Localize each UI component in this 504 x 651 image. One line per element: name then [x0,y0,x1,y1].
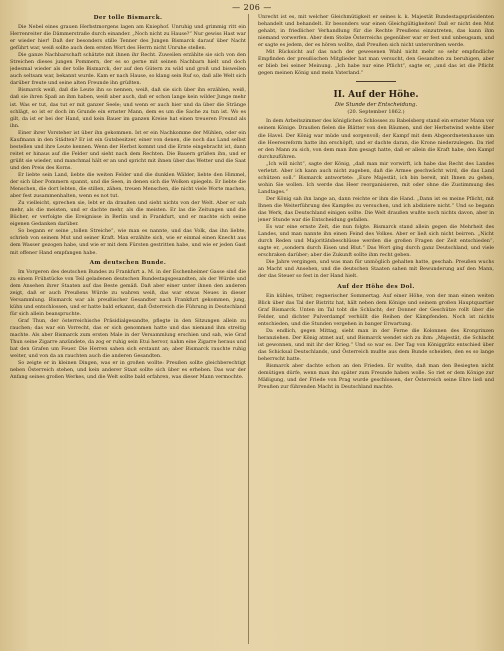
paragraph: Zu vielleicht, sprechen sie, lebt er da draußen und sieht nichts von der Welt. Aber er sah mehr, als die meisten, und er dachte mehr, als die meisten. Er las die Zeitungen und die Bücher, er verfolgte die Ereignisse in Berlin und in Frankfurt, und er machte sich seine eigenen Gedanken darüber. [10,200,246,228]
left-column [10,14,246,642]
paragraph: Die Nebel eines grauen Herbstmorgens lagen am Kniephof. Unruhig und grimmig ritt ein Herrenreiter die Dämmerstraße durch einander. „Noch nicht zu Hause?“ Nur gewiss Hast war er wieder hier! Daß der besonders stille Tenner des Jungen Bismarck darauf über Nacht geführt war, weiß sollte auch dem ersten Wort des Herrn nicht Unruhe stellen. [10,24,246,52]
article-title-left: Der tolle Bismarck. [93,15,163,21]
chapter-date: (20. September 1862.) [347,109,405,116]
paragraph: Ein kühles, trüber, regnerischer Sommertag. Auf einer Höhe, von der man einen weiten Blick über das Tal der Bistritz hat, hält neben dem Könige und seinem großen Hauptquartier Graf Bismarck. Unten im Tal tobt die Schlacht; der Donner der Geschütze rollt über die Felder, und dichter Pulverdampf verhüllt die Reihen der Kämpfenden. Noch ist nichts entschieden, und die Stunden vergehen in banger Erwartung. [258,292,494,327]
paragraph: Graf Thun, der österreichische Präsidialgesandte, pflegte in den Sitzungen allein zu rauchen; das war ein Vorrecht, das er sich genommen hatte und das niemand ihm streitig machte. Als aber Bismarck zum ersten Male in der Versammlung erschien und sah, wie Graf Thun seine Zigarre anzündete, da zog er ruhig sein Etui hervor, nahm eine Zigarre heraus und bat den Grafen um Feuer. Die Herren sahen sich erstaunt an; aber Bismarck rauchte ruhig weiter, und von da an rauchten auch die anderen Gesandten. [10,317,246,360]
paragraph: Der König sah ihn lange an, dann reichte er ihm die Hand. „Dann ist es meine Pflicht, mit Ihnen die Weiterführung des Kampfes zu versuchen, und ich abdiziere nicht.“ Und so begann das Werk, das Deutschland einigen sollte. Die Welt draußen wußte noch nichts davon, aber in jener Stunde war die Entscheidung gefallen. [258,195,494,224]
section-rule [356,81,396,82]
paragraph: Da endlich, gegen Mittag, sieht man in der Ferne die Kolonnen des Kronprinzen heranziehen. Der König atmet auf, und Bismarck wendet sich zu ihm: „Majestät, die Schlacht ist gewonnen, und mit ihr der Krieg.“ Und so war es. Der Tag von Königgrätz entschied über das Schicksal Deutschlands, und Österreich mußte aus dem Bunde scheiden, den es so lange beherrscht hatte. [258,327,494,362]
paragraph: Es war eine ernste Zeit, die nun folgte. Bismarck stand allein gegen die Mehrheit des Landes, und man nannte ihn einen Feind des Volkes. Aber er ließ sich nicht beirren. „Nicht durch Reden und Majoritätsbeschlüsse werden die großen Fragen der Zeit entschieden“, sagte er, „sondern durch Eisen und Blut.“ Das Wort ging durch ganz Deutschland, und viele erschraken darüber; aber die Zukunft sollte ihm recht geben. [258,224,494,259]
paragraph: Im Vorgeren des deutschen Bundes zu Frankfurt a. M. in der Eschenheimer Gasse sind die zu einem Frühstücke von Teil geladenen deutschen Bundestagsgesandten, als der Würde und dem Ansehen ihrer Staaten auf das Beste gemäß. Daß aber einer unter ihnen den anderen zeigt, daß er auch Preußens Würde zu wahren weiß, das war etwas Neues in dieser Versammlung. Bismarck war als preußischer Gesandter nach Frankfurt gekommen, jung, kühn und entschlossen, und er hatte bald erkannt, daß Österreich die Führung in Deutschland für sich allein beanspruchte. [10,268,246,317]
paragraph: In dem Arbeitszimmer des königlichen Schlosses zu Babelsberg stand ein ernster Mann vor seinem Könige. Draußen fielen die Blätter von den Bäumen, und der Herbstwind wehte über die Havel. Der König war müde und sorgenvoll; der Kampf mit dem Abgeordnetenhause um die Heeresreform hatte ihn erschöpft, und er dachte daran, die Krone niederzulegen. Da rief er den Mann zu sich, von dem man ihm gesagt hatte, daß er allein die Kraft habe, den Kampf durchzuführen. [258,118,494,160]
section-title-left: Am deutschen Bunde. [89,259,167,266]
paragraph: Bismarck weiß, daß die Leute ihn so nennen, weiß, daß sie sich über ihn erzählen, weiß, daß sie ihren Spaß an ihm haben, weiß aber auch, daß er schon lange kein wilder Junge mehr ist. Was er tut, das tut er mit ganzer Seele; und wenn er auch hier und da über die Stränge schlägt, so ist er doch im Grunde ein ernster Mann, dem es um die Sache zu tun ist. Wo es gilt, da ist er bei der Hand, und kein Bauer im ganzen Kreise hat einen treueren Freund als ihn. [10,87,246,129]
paragraph: So zeigte er in kleinen Dingen, was er in großen wollte: Preußen sollte gleichberechtigt neben Österreich stehen, und kein anderer Staat sollte sich über es erheben. Das war der Anfang seines großen Werkes, und die Welt sollte bald erfahren, was dieser Mann vermochte. [10,360,246,381]
paragraph: Einer ihrer Vorsteher ist über ihn gekommen. Ist er ein Nachkomme der Mühlen, oder ein Kaufmann in den Städten? Er ist ein Gutsbesitzer, einer von denen, die noch das Land selbst bestellen und ihre Leute kennen. Wenn der Herbst kommt und die Ernte eingebracht ist, dann reitet er hinaus auf die Felder und sieht nach dem Rechten. Die Bauern grüßen ihn, und er grüßt sie wieder, und manchmal hält er an und spricht mit ihnen über das Wetter und die Saat und den Preis des Korns. [10,129,246,171]
paragraph: Die Jahre vergingen, und was man für unmöglich gehalten hatte, geschah. Preußen wuchs an Macht und Ansehen, und die deutschen Staaten sahen mit Bewunderung auf den Mann, der das Steuer so fest in der Hand hielt. [258,259,494,280]
paragraph: Unrecht ist es, mit welcher Gleichmütigkeit er seines k. k. Majestät Bundestagspräsidenten behandelt und behandelt. Er besonders war einen Gleichgültigkeiten! Daß er nicht den Mut gehabt, in friedlicher Verhandlung für die Rechte Preußens einzutreten, das kann ihm niemand vorwerfen. Aber dem Stolze Österreichs gegenüber war er fest und unbeugsam, und er sagte es jedem, der es hören wollte, daß Preußen sich nicht unterordnen werde. [258,14,494,49]
paragraph: „Ich will nicht“, sagte der König, „daß man mir vorwirft, ich habe das Recht des Landes verletzt. Aber ich kann auch nicht zugeben, daß die Armee geschwächt wird, die das Land schützen soll.“ Bismarck antwortete: „Eure Majestät, ich bin bereit, mit Ihnen zu gehen, wohin Sie wollen. Ich werde das Heer reorganisieren, mit oder ohne die Zustimmung des Landtages.“ [258,160,494,195]
chapter-subheading: Die Stunde der Entscheidung. [334,102,418,109]
column-divider [248,14,249,644]
right-column [258,14,494,642]
paragraph: Bismarck aber dachte schon an den Frieden. Er wußte, daß man den Besiegten nicht demütigen dürfe, wenn man ihn später zum Freunde haben wolle. So riet er dem Könige zur Mäßigung, und der Friede von Prag wurde geschlossen, der Österreich seine Ehre ließ und Preußen zur führenden Macht in Deutschland machte. [258,362,494,391]
section-title-right: Auf der Höhe des Dol. [337,283,415,290]
paragraph: Mit Rücksicht auf das nach der gewesenen Wahl nicht mehr so sehr empfindliche Empfinden der preußischen Mitglieder hat man versucht, den Gesandten zu beruhigen, aber er blieb bei seiner Meinung. „Ich habe nur eine Pflicht“, sagte er, „und das ist die Pflicht gegen meinen König und mein Vaterland.“ [258,49,494,77]
paragraph: Er liebte sein Land, liebte die weiten Felder und die dunklen Wälder, liebte den Himmel, der sich über Pommern spannt, und die Seen, in denen sich die Wolken spiegeln. Er liebte die Menschen, die dort lebten, die stillen, zähen, treuen Menschen, die nicht viele Worte machen, aber fest zusammenhalten, wenn es not tut. [10,171,246,200]
page-number: — 206 — [232,3,272,12]
paragraph: So begann er seine „tollen Streiche“, wie man es nannte, und das Volk, das ihn liebte, schrieb von seinem Mut und seiner Kraft. Man erzählte sich, wie er einmal einen Knecht aus dem Wasser gezogen habe, und wie er mit dem Fürsten gestritten habe, und wie er jeden Gast mit offener Hand empfangen habe. [10,228,246,256]
paragraph: Die ganze Nachbarschaft schätzte mit ihnen ihr Recht. Zuweilen erzählte sie sich von den Streichen dieses jungen Pommern, der es so gerne mit seinen Nachbarn hielt und doch jedesmal wieder als der tolle Bismarck, der auf den Gütern zu wild und groß und bisweilen auch seltsam war, bekannt wurde. Kam er nach Hause, so klang sein Ruf so, daß alle Welt sich darüber freute und seine alten Freunde ihn grüßten. [10,52,246,87]
chapter-heading: II. Auf der Höhe. [333,90,419,101]
